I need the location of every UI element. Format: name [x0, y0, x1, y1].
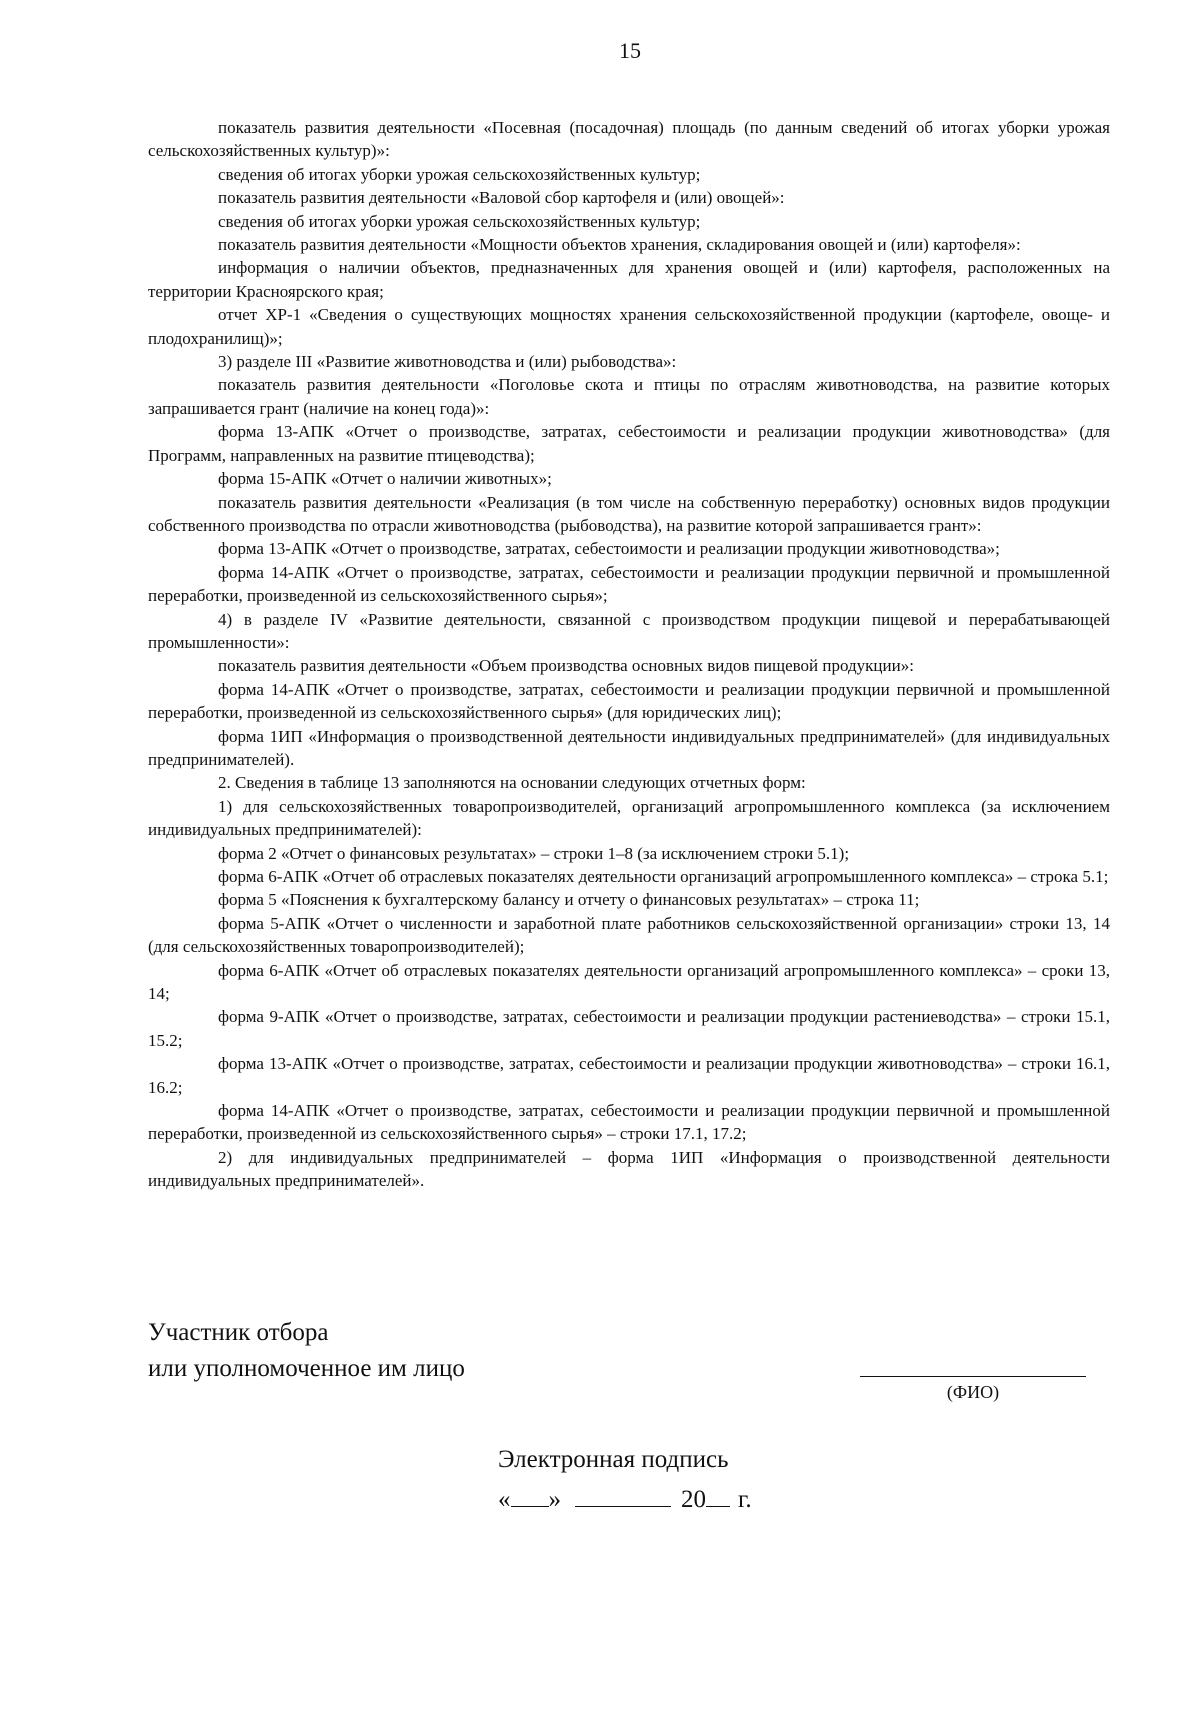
quote-close: » — [548, 1486, 561, 1513]
year-blank — [706, 1482, 730, 1507]
paragraph: сведения об итогах уборки урожая сельскохозяйственных культур; — [218, 211, 701, 231]
authorized-person-label: или уполномоченное им лицо — [148, 1355, 465, 1382]
paragraph: 3) разделе III «Развитие животноводства и (или) рыбоводства»: — [218, 352, 677, 372]
paragraph: форма 13-АПК «Отчет о производстве, затратах, себестоимости и реализации продукции животноводства»; — [218, 539, 1000, 559]
document-body — [148, 116, 1110, 1193]
electronic-signature-label: Электронная подпись — [498, 1446, 729, 1473]
date-line — [498, 1482, 752, 1514]
paragraph: форма 13-АПК «Отчет о производстве, затратах, себестоимости и реализации продукции животноводства» – строки 16.1, 16.2; — [148, 1054, 1110, 1097]
paragraph: показатель развития деятельности «Мощности объектов хранения, складирования овощей и (или) картофеля»: — [218, 235, 1021, 255]
signature-block — [148, 1315, 465, 1387]
paragraph: отчет ХР-1 «Сведения о существующих мощностях хранения сельскохозяйственной продукции (картофеле, овоще- и плодохранилищ)»; — [148, 305, 1110, 348]
paragraph: форма 14-АПК «Отчет о производстве, затратах, себестоимости и реализации продукции первичной и промышленной переработки, произведенной из сельскохозяйственного сырья»; — [148, 562, 1110, 606]
day-blank — [511, 1482, 549, 1507]
paragraph: форма 6-АПК «Отчет об отраслевых показателях деятельности организаций агропромышленного комплекса» – сроки 13, 14; — [148, 960, 1110, 1004]
year-prefix: 20 — [681, 1486, 706, 1513]
fio-signature-line — [860, 1376, 1086, 1377]
paragraph: показатель развития деятельности «Реализация (в том числе на собственную переработку) основных видов продукции собственного производства по отрасли животноводства (рыбоводства), на развитие которой запрашивается грант»: — [148, 492, 1110, 535]
paragraph: форма 14-АПК «Отчет о производстве, затратах, себестоимости и реализации продукции первичной и промышленной переработки, произведенной из сельскохозяйственного сырья» (для юридических лиц); — [148, 679, 1110, 723]
quote-open: « — [498, 1486, 511, 1513]
paragraph: 2. Сведения в таблице 13 заполняются на основании следующих отчетных форм: — [218, 773, 806, 793]
fio-label: (ФИО) — [946, 1382, 1000, 1402]
page-number: 15 — [619, 38, 641, 63]
paragraph: показатель развития деятельности «Валовой сбор картофеля и (или) овощей»: — [218, 188, 785, 208]
paragraph: форма 15-АПК «Отчет о наличии животных»; — [218, 469, 552, 489]
paragraph: 1) для сельскохозяйственных товаропроизводителей, организаций агропромышленного комплекса (за исключением индивидуальных предпринимателей): — [148, 796, 1110, 840]
paragraph: форма 2 «Отчет о финансовых результатах» – строки 1–8 (за исключением строки 5.1); — [218, 843, 850, 863]
paragraph: показатель развития деятельности «Поголовье скота и птицы по отраслям животноводства, на развитие которых запрашивается грант (наличие на конец года)»: — [148, 375, 1110, 418]
paragraph: форма 13-АПК «Отчет о производстве, затратах, себестоимости и реализации продукции животноводства» (для Программ, направленных на развитие птицеводства); — [148, 422, 1110, 465]
paragraph: 4) в разделе IV «Развитие деятельности, связанной с производством продукции пищевой и перерабатывающей промышленности»: — [148, 609, 1110, 652]
paragraph: форма 1ИП «Информация о производственной деятельности индивидуальных предпринимателей» (для индивидуальных предпринимателей). — [148, 726, 1110, 769]
month-blank — [575, 1482, 671, 1507]
year-suffix: г. — [738, 1486, 752, 1513]
paragraph: показатель развития деятельности «Объем производства основных видов пищевой продукции»: — [218, 656, 914, 676]
paragraph: форма 6-АПК «Отчет об отраслевых показателях деятельности организаций агропромышленного комплекса» – строка 5.1; — [218, 867, 1109, 886]
participant-label: Участник отбора — [148, 1319, 329, 1346]
paragraph: форма 5-АПК «Отчет о численности и заработной плате работников сельскохозяйственной организации» строки 13, 14 (для сельскохозяйственных товаропроизводителей); — [148, 913, 1110, 957]
paragraph: 2) для индивидуальных предпринимателей – форма 1ИП «Информация о производственной деятельности индивидуальных предпринимателей». — [148, 1147, 1110, 1191]
paragraph: сведения об итогах уборки урожая сельскохозяйственных культур; — [218, 164, 701, 184]
paragraph: информация о наличии объектов, предназначенных для хранения овощей и (или) картофеля, расположенных на территории Красноярского края; — [148, 258, 1110, 301]
paragraph: показатель развития деятельности «Посевная (посадочная) площадь (по данным сведений об итогах уборки урожая сельскохозяйственных культур)»: — [148, 118, 1110, 161]
paragraph: форма 9-АПК «Отчет о производстве, затратах, себестоимости и реализации продукции растениеводства» – строки 15.1, 15.2; — [148, 1007, 1110, 1050]
paragraph: форма 14-АПК «Отчет о производстве, затратах, себестоимости и реализации продукции первичной и промышленной переработки, произведенной из сельскохозяйственного сырья» – строки 17.1, 17.2; — [148, 1101, 1110, 1144]
paragraph: форма 5 «Пояснения к бухгалтерскому балансу и отчету о финансовых результатах» – строка 11; — [218, 890, 920, 910]
